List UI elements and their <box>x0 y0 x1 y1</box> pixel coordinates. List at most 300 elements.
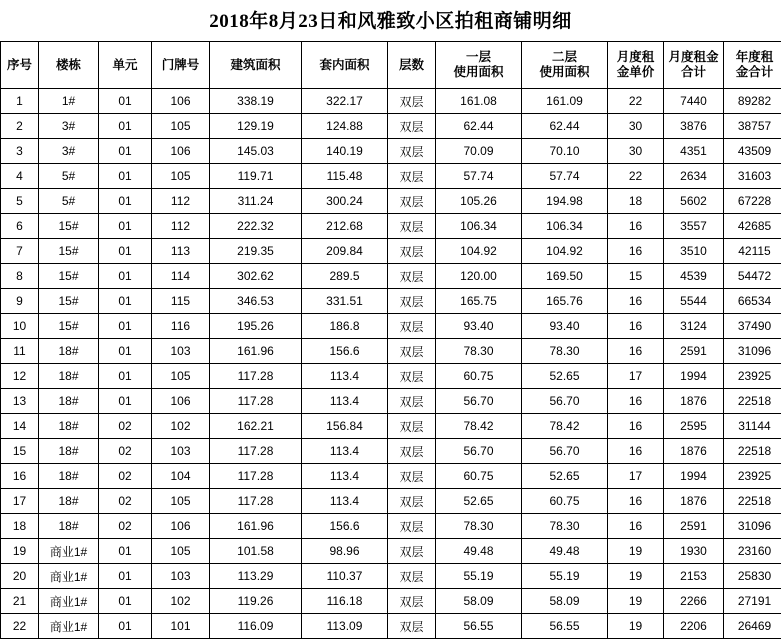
cell-inner_area[interactable]: 110.37 <box>302 564 388 589</box>
cell-unit[interactable]: 01 <box>99 539 152 564</box>
cell-inner_area[interactable]: 98.96 <box>302 539 388 564</box>
cell-build_area[interactable]: 222.32 <box>210 214 302 239</box>
cell-unit[interactable]: 01 <box>99 114 152 139</box>
table-row[interactable] <box>1 114 781 139</box>
cell-inner_area[interactable]: 115.48 <box>302 164 388 189</box>
cell-month_total[interactable]: 2591 <box>664 514 724 539</box>
cell-floors[interactable]: 双层 <box>388 414 436 439</box>
cell-building[interactable]: 商业1# <box>39 564 99 589</box>
cell-floors[interactable]: 双层 <box>388 464 436 489</box>
table-row[interactable] <box>1 464 781 489</box>
cell-floor1_area[interactable]: 56.55 <box>436 614 522 639</box>
table-row[interactable] <box>1 564 781 589</box>
cell-building[interactable]: 3# <box>39 114 99 139</box>
cell-floor2_area[interactable]: 78.30 <box>522 339 608 364</box>
cell-build_area[interactable]: 302.62 <box>210 264 302 289</box>
cell-door[interactable]: 106 <box>152 514 210 539</box>
cell-building[interactable]: 商业1# <box>39 539 99 564</box>
cell-floor1_area[interactable]: 62.44 <box>436 114 522 139</box>
cell-floor2_area[interactable]: 57.74 <box>522 164 608 189</box>
cell-inner_area[interactable]: 113.4 <box>302 364 388 389</box>
cell-inner_area[interactable]: 124.88 <box>302 114 388 139</box>
cell-inner_area[interactable]: 156.6 <box>302 514 388 539</box>
column-header-unit[interactable]: 单元 <box>99 42 152 89</box>
column-header-floor1_area[interactable] <box>436 42 522 89</box>
cell-seq[interactable]: 16 <box>1 464 39 489</box>
cell-door[interactable]: 106 <box>152 389 210 414</box>
cell-building[interactable]: 18# <box>39 489 99 514</box>
cell-floor1_area[interactable]: 56.70 <box>436 439 522 464</box>
cell-build_area[interactable]: 161.96 <box>210 339 302 364</box>
cell-build_area[interactable]: 161.96 <box>210 514 302 539</box>
cell-year_total[interactable]: 31096 <box>724 339 781 364</box>
cell-build_area[interactable]: 311.24 <box>210 189 302 214</box>
cell-month_total[interactable]: 5602 <box>664 189 724 214</box>
table-row[interactable] <box>1 289 781 314</box>
cell-year_total[interactable]: 27191 <box>724 589 781 614</box>
cell-door[interactable]: 103 <box>152 339 210 364</box>
cell-unit_price[interactable]: 16 <box>608 239 664 264</box>
cell-door[interactable]: 115 <box>152 289 210 314</box>
cell-floors[interactable]: 双层 <box>388 114 436 139</box>
cell-seq[interactable]: 7 <box>1 239 39 264</box>
cell-building[interactable]: 18# <box>39 464 99 489</box>
table-row[interactable] <box>1 139 781 164</box>
cell-floors[interactable]: 双层 <box>388 514 436 539</box>
cell-unit[interactable]: 01 <box>99 214 152 239</box>
column-header-year_total[interactable] <box>724 42 781 89</box>
cell-unit[interactable]: 01 <box>99 289 152 314</box>
cell-year_total[interactable]: 31603 <box>724 164 781 189</box>
table-row[interactable] <box>1 539 781 564</box>
cell-year_total[interactable]: 31096 <box>724 514 781 539</box>
cell-inner_area[interactable]: 113.4 <box>302 389 388 414</box>
cell-month_total[interactable]: 2266 <box>664 589 724 614</box>
cell-year_total[interactable]: 26469 <box>724 614 781 639</box>
cell-year_total[interactable]: 54472 <box>724 264 781 289</box>
cell-building[interactable]: 18# <box>39 439 99 464</box>
cell-unit_price[interactable]: 19 <box>608 614 664 639</box>
cell-unit[interactable]: 01 <box>99 314 152 339</box>
cell-door[interactable]: 114 <box>152 264 210 289</box>
table-row[interactable] <box>1 514 781 539</box>
cell-inner_area[interactable]: 113.4 <box>302 464 388 489</box>
cell-building[interactable]: 18# <box>39 514 99 539</box>
cell-build_area[interactable]: 101.58 <box>210 539 302 564</box>
cell-building[interactable]: 18# <box>39 389 99 414</box>
table-row[interactable] <box>1 414 781 439</box>
cell-year_total[interactable]: 25830 <box>724 564 781 589</box>
cell-build_area[interactable]: 338.19 <box>210 89 302 114</box>
cell-seq[interactable]: 18 <box>1 514 39 539</box>
cell-floor1_area[interactable]: 78.30 <box>436 339 522 364</box>
cell-inner_area[interactable]: 156.6 <box>302 339 388 364</box>
cell-floors[interactable]: 双层 <box>388 289 436 314</box>
cell-year_total[interactable]: 38757 <box>724 114 781 139</box>
cell-building[interactable]: 1# <box>39 89 99 114</box>
cell-unit[interactable]: 01 <box>99 589 152 614</box>
cell-seq[interactable]: 9 <box>1 289 39 314</box>
table-row[interactable] <box>1 214 781 239</box>
cell-inner_area[interactable]: 322.17 <box>302 89 388 114</box>
cell-door[interactable]: 103 <box>152 439 210 464</box>
cell-build_area[interactable]: 195.26 <box>210 314 302 339</box>
cell-door[interactable]: 102 <box>152 414 210 439</box>
cell-floor1_area[interactable]: 104.92 <box>436 239 522 264</box>
cell-inner_area[interactable]: 140.19 <box>302 139 388 164</box>
column-header-build_area[interactable]: 建筑面积 <box>210 42 302 89</box>
cell-floors[interactable]: 双层 <box>388 439 436 464</box>
cell-unit_price[interactable]: 16 <box>608 439 664 464</box>
cell-inner_area[interactable]: 186.8 <box>302 314 388 339</box>
cell-floor1_area[interactable]: 55.19 <box>436 564 522 589</box>
cell-floors[interactable]: 双层 <box>388 314 436 339</box>
cell-unit_price[interactable]: 17 <box>608 464 664 489</box>
cell-unit_price[interactable]: 30 <box>608 139 664 164</box>
cell-floors[interactable]: 双层 <box>388 139 436 164</box>
cell-floor1_area[interactable]: 60.75 <box>436 364 522 389</box>
cell-door[interactable]: 106 <box>152 89 210 114</box>
cell-floor1_area[interactable]: 161.08 <box>436 89 522 114</box>
cell-floor2_area[interactable]: 194.98 <box>522 189 608 214</box>
cell-building[interactable]: 5# <box>39 164 99 189</box>
cell-seq[interactable]: 11 <box>1 339 39 364</box>
cell-unit[interactable]: 02 <box>99 439 152 464</box>
column-header-door[interactable]: 门牌号 <box>152 42 210 89</box>
cell-floor1_area[interactable]: 58.09 <box>436 589 522 614</box>
cell-floors[interactable]: 双层 <box>388 614 436 639</box>
page-title: 2018年8月23日和风雅致小区拍租商铺明细 <box>209 6 572 33</box>
cell-year_total[interactable]: 22518 <box>724 439 781 464</box>
cell-building[interactable]: 15# <box>39 214 99 239</box>
table-row[interactable] <box>1 389 781 414</box>
cell-floor1_area[interactable]: 106.34 <box>436 214 522 239</box>
cell-seq[interactable]: 2 <box>1 114 39 139</box>
cell-unit_price[interactable]: 16 <box>608 414 664 439</box>
cell-unit_price[interactable]: 30 <box>608 114 664 139</box>
cell-floor2_area[interactable]: 70.10 <box>522 139 608 164</box>
cell-floor2_area[interactable]: 60.75 <box>522 489 608 514</box>
column-header-building[interactable]: 楼栋 <box>39 42 99 89</box>
cell-inner_area[interactable]: 113.09 <box>302 614 388 639</box>
cell-month_total[interactable]: 1876 <box>664 439 724 464</box>
cell-build_area[interactable]: 117.28 <box>210 464 302 489</box>
cell-year_total[interactable]: 22518 <box>724 389 781 414</box>
cell-building[interactable]: 商业1# <box>39 614 99 639</box>
cell-unit[interactable]: 02 <box>99 414 152 439</box>
cell-floors[interactable]: 双层 <box>388 339 436 364</box>
cell-unit_price[interactable]: 16 <box>608 289 664 314</box>
cell-unit[interactable]: 01 <box>99 389 152 414</box>
cell-month_total[interactable]: 2634 <box>664 164 724 189</box>
table-row[interactable] <box>1 439 781 464</box>
cell-unit_price[interactable]: 16 <box>608 214 664 239</box>
cell-build_area[interactable]: 162.21 <box>210 414 302 439</box>
cell-seq[interactable]: 6 <box>1 214 39 239</box>
cell-seq[interactable]: 10 <box>1 314 39 339</box>
cell-floor2_area[interactable]: 78.42 <box>522 414 608 439</box>
cell-floor1_area[interactable]: 78.30 <box>436 514 522 539</box>
cell-door[interactable]: 112 <box>152 189 210 214</box>
cell-floors[interactable]: 双层 <box>388 364 436 389</box>
cell-floor2_area[interactable]: 93.40 <box>522 314 608 339</box>
cell-seq[interactable]: 21 <box>1 589 39 614</box>
cell-floor1_area[interactable]: 120.00 <box>436 264 522 289</box>
cell-seq[interactable]: 20 <box>1 564 39 589</box>
cell-unit[interactable]: 01 <box>99 264 152 289</box>
cell-inner_area[interactable]: 300.24 <box>302 189 388 214</box>
cell-year_total[interactable]: 23925 <box>724 364 781 389</box>
cell-door[interactable]: 105 <box>152 489 210 514</box>
table-row[interactable] <box>1 339 781 364</box>
table-row[interactable] <box>1 189 781 214</box>
cell-floor1_area[interactable]: 52.65 <box>436 489 522 514</box>
cell-seq[interactable]: 19 <box>1 539 39 564</box>
cell-floors[interactable]: 双层 <box>388 489 436 514</box>
cell-unit_price[interactable]: 16 <box>608 514 664 539</box>
cell-month_total[interactable]: 3124 <box>664 314 724 339</box>
cell-inner_area[interactable]: 212.68 <box>302 214 388 239</box>
cell-unit_price[interactable]: 16 <box>608 314 664 339</box>
cell-unit_price[interactable]: 19 <box>608 539 664 564</box>
cell-floor2_area[interactable]: 169.50 <box>522 264 608 289</box>
cell-floors[interactable]: 双层 <box>388 539 436 564</box>
cell-floors[interactable]: 双层 <box>388 564 436 589</box>
cell-building[interactable]: 18# <box>39 414 99 439</box>
cell-floor1_area[interactable]: 165.75 <box>436 289 522 314</box>
cell-floor1_area[interactable]: 105.26 <box>436 189 522 214</box>
cell-inner_area[interactable]: 113.4 <box>302 489 388 514</box>
cell-unit[interactable]: 02 <box>99 514 152 539</box>
cell-floors[interactable]: 双层 <box>388 264 436 289</box>
cell-floor2_area[interactable]: 58.09 <box>522 589 608 614</box>
cell-seq[interactable]: 12 <box>1 364 39 389</box>
cell-unit_price[interactable]: 16 <box>608 389 664 414</box>
cell-floor1_area[interactable]: 57.74 <box>436 164 522 189</box>
cell-year_total[interactable]: 89282 <box>724 89 781 114</box>
cell-floor2_area[interactable]: 78.30 <box>522 514 608 539</box>
cell-floor2_area[interactable]: 52.65 <box>522 364 608 389</box>
cell-month_total[interactable]: 3557 <box>664 214 724 239</box>
cell-inner_area[interactable]: 156.84 <box>302 414 388 439</box>
cell-seq[interactable]: 22 <box>1 614 39 639</box>
cell-month_total[interactable]: 4351 <box>664 139 724 164</box>
column-header-seq[interactable]: 序号 <box>1 42 39 89</box>
cell-month_total[interactable]: 3510 <box>664 239 724 264</box>
cell-building[interactable]: 3# <box>39 139 99 164</box>
cell-build_area[interactable]: 117.28 <box>210 389 302 414</box>
cell-floors[interactable]: 双层 <box>388 214 436 239</box>
cell-building[interactable]: 商业1# <box>39 589 99 614</box>
cell-build_area[interactable]: 117.28 <box>210 489 302 514</box>
cell-unit[interactable]: 01 <box>99 239 152 264</box>
cell-unit_price[interactable]: 17 <box>608 364 664 389</box>
cell-building[interactable]: 15# <box>39 289 99 314</box>
cell-floor2_area[interactable]: 106.34 <box>522 214 608 239</box>
table-row[interactable] <box>1 489 781 514</box>
cell-door[interactable]: 116 <box>152 314 210 339</box>
cell-floor2_area[interactable]: 161.09 <box>522 89 608 114</box>
cell-building[interactable]: 15# <box>39 239 99 264</box>
cell-year_total[interactable]: 43509 <box>724 139 781 164</box>
cell-month_total[interactable]: 7440 <box>664 89 724 114</box>
cell-month_total[interactable]: 2153 <box>664 564 724 589</box>
cell-build_area[interactable]: 119.71 <box>210 164 302 189</box>
cell-inner_area[interactable]: 331.51 <box>302 289 388 314</box>
cell-seq[interactable]: 4 <box>1 164 39 189</box>
cell-inner_area[interactable]: 113.4 <box>302 439 388 464</box>
cell-month_total[interactable]: 2595 <box>664 414 724 439</box>
cell-floor1_area[interactable]: 49.48 <box>436 539 522 564</box>
cell-floor1_area[interactable]: 56.70 <box>436 389 522 414</box>
cell-floor2_area[interactable]: 165.76 <box>522 289 608 314</box>
cell-build_area[interactable]: 113.29 <box>210 564 302 589</box>
cell-year_total[interactable]: 31144 <box>724 414 781 439</box>
cell-seq[interactable]: 17 <box>1 489 39 514</box>
cell-door[interactable]: 105 <box>152 364 210 389</box>
cell-unit[interactable]: 01 <box>99 339 152 364</box>
cell-month_total[interactable]: 2591 <box>664 339 724 364</box>
cell-unit[interactable]: 02 <box>99 464 152 489</box>
cell-year_total[interactable]: 22518 <box>724 489 781 514</box>
cell-unit_price[interactable]: 15 <box>608 264 664 289</box>
cell-building[interactable]: 18# <box>39 339 99 364</box>
table-row[interactable] <box>1 239 781 264</box>
cell-floors[interactable]: 双层 <box>388 389 436 414</box>
cell-build_area[interactable]: 117.28 <box>210 364 302 389</box>
cell-floors[interactable]: 双层 <box>388 89 436 114</box>
cell-floor1_area[interactable]: 93.40 <box>436 314 522 339</box>
cell-building[interactable]: 15# <box>39 314 99 339</box>
cell-unit[interactable]: 01 <box>99 139 152 164</box>
cell-unit_price[interactable]: 19 <box>608 564 664 589</box>
table-row[interactable] <box>1 589 781 614</box>
cell-build_area[interactable]: 117.28 <box>210 439 302 464</box>
cell-building[interactable]: 18# <box>39 364 99 389</box>
cell-month_total[interactable]: 2206 <box>664 614 724 639</box>
cell-door[interactable]: 101 <box>152 614 210 639</box>
cell-door[interactable]: 113 <box>152 239 210 264</box>
cell-floors[interactable]: 双层 <box>388 164 436 189</box>
cell-door[interactable]: 102 <box>152 589 210 614</box>
cell-floor1_area[interactable]: 60.75 <box>436 464 522 489</box>
cell-month_total[interactable]: 4539 <box>664 264 724 289</box>
cell-month_total[interactable]: 1876 <box>664 489 724 514</box>
cell-build_area[interactable]: 145.03 <box>210 139 302 164</box>
cell-inner_area[interactable]: 116.18 <box>302 589 388 614</box>
cell-seq[interactable]: 14 <box>1 414 39 439</box>
cell-year_total[interactable]: 66534 <box>724 289 781 314</box>
cell-floor1_area[interactable]: 78.42 <box>436 414 522 439</box>
column-header-unit_price[interactable] <box>608 42 664 89</box>
table-row[interactable] <box>1 264 781 289</box>
cell-door[interactable]: 105 <box>152 114 210 139</box>
table-row[interactable] <box>1 164 781 189</box>
cell-unit_price[interactable]: 19 <box>608 589 664 614</box>
cell-unit_price[interactable]: 16 <box>608 339 664 364</box>
cell-inner_area[interactable]: 209.84 <box>302 239 388 264</box>
cell-month_total[interactable]: 1876 <box>664 389 724 414</box>
cell-floor2_area[interactable]: 56.55 <box>522 614 608 639</box>
cell-unit_price[interactable]: 16 <box>608 489 664 514</box>
cell-floor2_area[interactable]: 56.70 <box>522 439 608 464</box>
cell-year_total[interactable]: 23160 <box>724 539 781 564</box>
cell-door[interactable]: 104 <box>152 464 210 489</box>
cell-floor2_area[interactable]: 62.44 <box>522 114 608 139</box>
cell-year_total[interactable]: 42115 <box>724 239 781 264</box>
column-header-floors[interactable]: 层数 <box>388 42 436 89</box>
cell-floor1_area[interactable]: 70.09 <box>436 139 522 164</box>
cell-month_total[interactable]: 1930 <box>664 539 724 564</box>
cell-seq[interactable]: 15 <box>1 439 39 464</box>
column-header-inner_area[interactable]: 套内面积 <box>302 42 388 89</box>
cell-month_total[interactable]: 3876 <box>664 114 724 139</box>
cell-build_area[interactable]: 116.09 <box>210 614 302 639</box>
cell-year_total[interactable]: 23925 <box>724 464 781 489</box>
cell-door[interactable]: 105 <box>152 539 210 564</box>
cell-unit[interactable]: 01 <box>99 364 152 389</box>
cell-unit[interactable]: 01 <box>99 614 152 639</box>
cell-door[interactable]: 105 <box>152 164 210 189</box>
cell-floor2_area[interactable]: 49.48 <box>522 539 608 564</box>
cell-unit_price[interactable]: 22 <box>608 89 664 114</box>
cell-floors[interactable]: 双层 <box>388 589 436 614</box>
cell-unit[interactable]: 01 <box>99 189 152 214</box>
cell-seq[interactable]: 5 <box>1 189 39 214</box>
cell-build_area[interactable]: 346.53 <box>210 289 302 314</box>
cell-unit[interactable]: 02 <box>99 489 152 514</box>
cell-year_total[interactable]: 67228 <box>724 189 781 214</box>
cell-floors[interactable]: 双层 <box>388 239 436 264</box>
cell-floor2_area[interactable]: 104.92 <box>522 239 608 264</box>
cell-inner_area[interactable]: 289.5 <box>302 264 388 289</box>
cell-floor2_area[interactable]: 56.70 <box>522 389 608 414</box>
cell-year_total[interactable]: 37490 <box>724 314 781 339</box>
cell-build_area[interactable]: 129.19 <box>210 114 302 139</box>
cell-seq[interactable]: 3 <box>1 139 39 164</box>
column-header-month_total[interactable] <box>664 42 724 89</box>
cell-unit[interactable]: 01 <box>99 564 152 589</box>
cell-month_total[interactable]: 5544 <box>664 289 724 314</box>
cell-build_area[interactable]: 119.26 <box>210 589 302 614</box>
cell-door[interactable]: 106 <box>152 139 210 164</box>
cell-build_area[interactable]: 219.35 <box>210 239 302 264</box>
column-header-floor2_area[interactable] <box>522 42 608 89</box>
column-header-line: 月度租 <box>609 50 662 65</box>
cell-floors[interactable]: 双层 <box>388 189 436 214</box>
cell-year_total[interactable]: 42685 <box>724 214 781 239</box>
cell-month_total[interactable]: 1994 <box>664 364 724 389</box>
cell-door[interactable]: 112 <box>152 214 210 239</box>
cell-seq[interactable]: 8 <box>1 264 39 289</box>
cell-unit_price[interactable]: 18 <box>608 189 664 214</box>
cell-month_total[interactable]: 1994 <box>664 464 724 489</box>
cell-unit_price[interactable]: 22 <box>608 164 664 189</box>
table-row[interactable] <box>1 614 781 639</box>
cell-unit[interactable]: 01 <box>99 89 152 114</box>
cell-building[interactable]: 15# <box>39 264 99 289</box>
table-row[interactable] <box>1 89 781 114</box>
cell-seq[interactable]: 13 <box>1 389 39 414</box>
cell-floor2_area[interactable]: 55.19 <box>522 564 608 589</box>
table-row[interactable] <box>1 364 781 389</box>
cell-building[interactable]: 5# <box>39 189 99 214</box>
cell-seq[interactable]: 1 <box>1 89 39 114</box>
cell-door[interactable]: 103 <box>152 564 210 589</box>
cell-floor2_area[interactable]: 52.65 <box>522 464 608 489</box>
table-row[interactable] <box>1 314 781 339</box>
cell-unit[interactable]: 01 <box>99 164 152 189</box>
